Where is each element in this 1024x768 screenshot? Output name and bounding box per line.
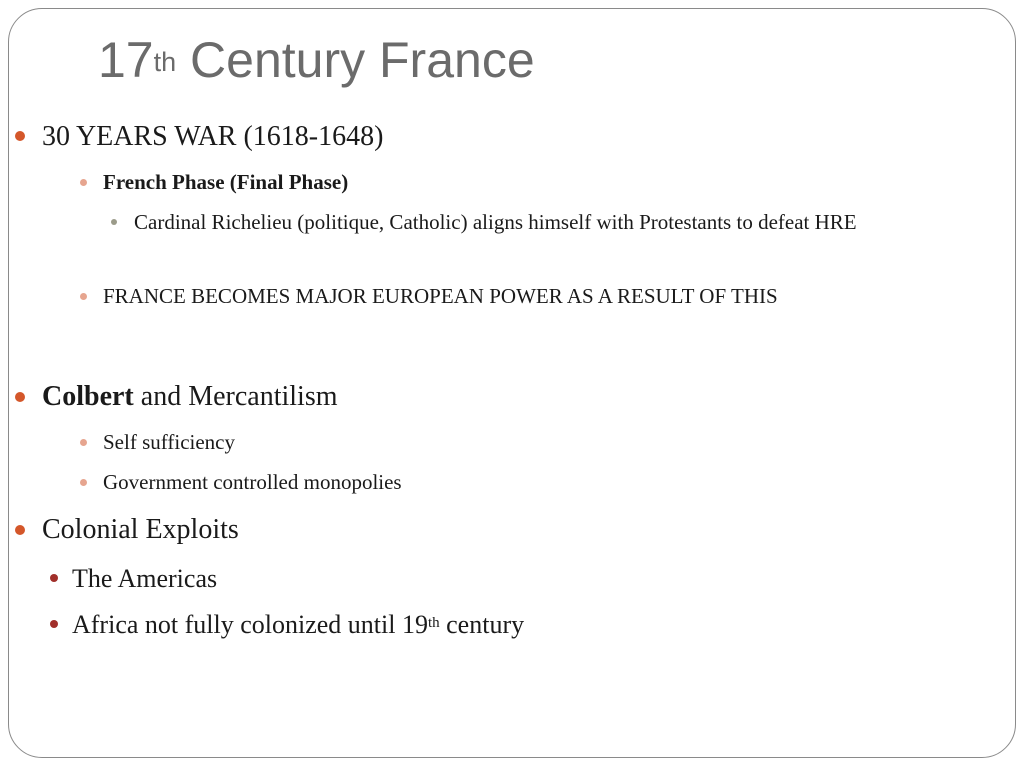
bullet-africa <box>72 608 524 642</box>
french-phase-text: French Phase (Final Phase) <box>103 170 349 194</box>
bullet-dot-icon <box>80 293 87 300</box>
mercantilism-text: and Mercantilism <box>133 381 338 412</box>
africa-text: Africa not fully colonized until 19 <box>72 610 428 639</box>
bullet-colbert <box>42 380 338 414</box>
bullet-dot-icon <box>80 179 87 186</box>
bullet-thirty-years-war: 30 YEARS WAR (1618-1648) <box>42 121 384 152</box>
bullet-dot-icon <box>50 574 58 582</box>
bullet-french-phase <box>103 168 348 196</box>
bullet-dot-icon <box>50 620 58 628</box>
bullet-americas: The Americas <box>72 564 218 593</box>
bullet-dot-icon <box>80 439 87 446</box>
bullet-dot-icon <box>15 392 25 402</box>
africa-superscript: th <box>427 615 440 631</box>
bullet-monopolies: Government controlled monopolies <box>103 470 402 494</box>
title-superscript: th <box>153 47 177 77</box>
colbert-bold: Colbert <box>42 381 134 412</box>
bullet-richelieu: Cardinal Richelieu (politique, Catholic) aligns himself with Protestants to defeat HRE <box>134 210 857 234</box>
title-text: Century France <box>176 32 535 88</box>
bullet-self-sufficiency: Self sufficiency <box>103 430 235 454</box>
bullet-dot-icon <box>15 131 25 141</box>
century-text: century <box>439 610 525 639</box>
bullet-colonial-exploits: Colonial Exploits <box>42 514 239 545</box>
bullet-dot-icon <box>15 525 25 535</box>
bullet-dot-icon <box>80 479 87 486</box>
bullet-dot-icon <box>111 219 117 225</box>
title-number: 17 <box>98 32 154 88</box>
slide-title <box>98 30 535 90</box>
bullet-france-major-power: FRANCE BECOMES MAJOR EUROPEAN POWER AS A RESULT OF THIS <box>103 284 778 308</box>
